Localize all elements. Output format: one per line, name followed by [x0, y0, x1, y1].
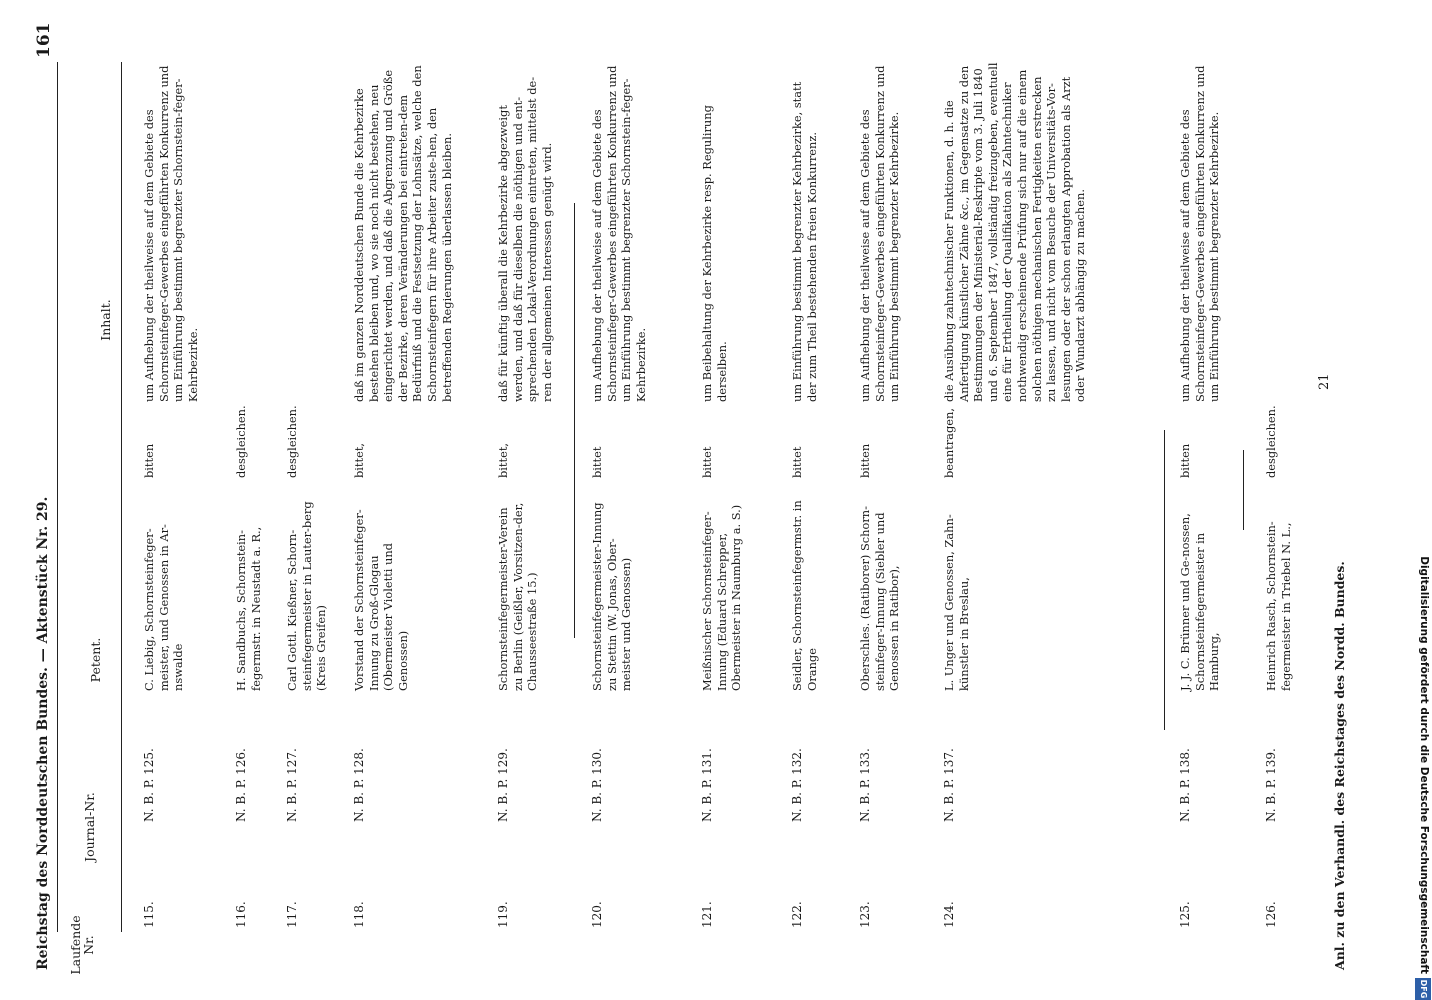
petent-cell: L. Unger und Genossen, Zahn-künstler in Breslau, — [942, 514, 971, 691]
journal-number: N. B. P. 133. — [858, 748, 872, 822]
inhalt-cell: daß für künftig überall die Kehrbezirke abgezweigt werden, und daß für dieselben die nöthigen und ent-sprechenden Lokal-Verordnungen eintreten, mittelst de-ren der allgemeinen Interessen genügt wird. — [496, 76, 554, 402]
column-header-journal: Journal-Nr. — [82, 792, 97, 862]
row-number: 115. — [142, 901, 156, 928]
inhalt-cell: die Ausübung zahntechnischer Funktionen, d. h. die Anfertigung künstlicher Zähne &c., im Gegensatze zu den Bestimmungen der Ministerial-Reskripte vom 3. Juli 1840 und 6. September 1847, vollständig freizugeben, eventuell eine für Ertheilung der Qualifikation als Zahntechniker nothwendig erscheinende Prüfung sich nur auf die einem solchen nöthigen mechanischen Fertigkeiten erstrecken zu lassen, und nicht vom Besuche der Universitäts-Vor-lesungen oder der schon erlangten Approbation als Arzt oder Wundarzt abhängig zu machen. — [942, 62, 1088, 402]
inhalt-cell: daß im ganzen Norddeutschen Bunde die Kehrbezirke bestehen bleiben und, wo sie noch nicht bestehen, neu eingerichtet werden, und daß die Abgrenzung und Größe der Bezirke, deren Veränderungen bei eintreten-dem Bedürfniß und die Festsetzung der Lohnsätze, welche den Schornsteinfegern für ihre Arbeiter zuste-hen, den betreffenden Regierungen überlassen bleiben. — [352, 65, 454, 402]
journal-number: N. B. P. 132. — [790, 748, 804, 822]
journal-number: N. B. P. 125. — [142, 748, 156, 822]
row-number: 119. — [496, 901, 510, 928]
row-number: 123. — [858, 901, 872, 928]
verb-cell: bitten — [1178, 443, 1192, 478]
row-number: 117. — [285, 901, 299, 928]
petent-cell: Vorstand der Schornsteinfeger-Innung zu Groß-Glogau (Obermeister Violetti und Genossen) — [352, 509, 410, 691]
row-divider — [1243, 450, 1244, 530]
journal-number: N. B. P. 127. — [285, 748, 299, 822]
page-number: 161 — [34, 22, 54, 58]
dfg-logo: DFG — [1415, 978, 1431, 1000]
petent-cell: C. Liebig, Schornsteinfeger-meister, und Genossen in Ar-nswalde — [142, 524, 186, 691]
petent-cell: Schornsteinfegermeister-Innung zu Stettin (W. Jonas, Ober-meister und Genossen) — [590, 502, 634, 691]
column-header-inhalt: Inhalt. — [98, 299, 113, 341]
row-number: 124. — [942, 901, 956, 928]
verb-cell: bittet — [790, 446, 804, 478]
row-number: 122. — [790, 901, 804, 928]
footer-reference: Anl. zu den Verhandl. des Reichstages des Nordd. Bundes. — [1332, 561, 1347, 970]
row-divider — [1164, 430, 1165, 730]
verb-cell: beantragen, — [942, 408, 956, 478]
verb-cell: bitten — [858, 443, 872, 478]
dfg-credit-text: Digitalisierung gefördert durch die Deutsche Forschungsgemeinschaft — [1418, 556, 1430, 974]
row-number: 126. — [1264, 901, 1278, 928]
petent-cell: Schornsteinfegermeister-Verein zu Berlin (Geißler, Vorsitzen-der, Chausseestraße 15.) — [496, 502, 540, 691]
inhalt-cell: um Aufhebung der theilweise auf dem Gebiete des Schornsteinfeger-Gewerbes eingeführten Konkurrenz und um Einführung bestimmt begrenzter Kehrbezirke. — [858, 65, 902, 402]
journal-number: N. B. P. 128. — [352, 748, 366, 822]
journal-number: N. B. P. 137. — [942, 748, 956, 822]
journal-number: N. B. P. 131. — [700, 748, 714, 822]
column-header-petent: Petent. — [88, 637, 103, 683]
row-divider — [574, 203, 575, 638]
digitization-sidebar — [1412, 0, 1432, 1000]
petent-cell: H. Sandbuchs, Schornstein-fegermstr. in Neustadt a. R., — [234, 526, 263, 691]
verb-cell: bittet — [590, 446, 604, 478]
row-number: 118. — [352, 901, 366, 928]
verb-cell: desgleichen. — [234, 405, 248, 478]
petent-cell: J. J. C. Brünner und Ge-nossen, Schornsteinfegermeister in Hamburg, — [1178, 513, 1222, 691]
page-header: Reichstag des Norddeutschen Bundes. — Aktenstück Nr. 29. — [35, 496, 51, 970]
inhalt-cell: um Beibehaltung der Kehrbezirke resp. Regulirung derselben. — [700, 105, 729, 402]
petent-cell: Seidler, Schornsteinfegermstr. in Orange — [790, 500, 819, 691]
verb-cell: bittet, — [496, 442, 510, 478]
inhalt-cell: um Einführung bestimmt begrenzter Kehrbezirke, statt der zum Theil bestehenden freien Konkurrenz. — [790, 81, 819, 402]
journal-number: N. B. P. 138. — [1178, 748, 1192, 822]
header-rule — [57, 62, 58, 932]
verb-cell: bitten — [142, 443, 156, 478]
footer-signature: 21 — [1317, 373, 1332, 390]
verb-cell: bittet — [700, 446, 714, 478]
petent-cell: Oberschles. (Ratiborer) Schorn-steinfeger-Innung (Siebler und Genossen in Ratibor), — [858, 506, 902, 691]
verb-cell: desgleichen. — [1264, 405, 1278, 478]
row-number: 121. — [700, 901, 714, 928]
row-number: 120. — [590, 901, 604, 928]
verb-cell: desgleichen. — [285, 405, 299, 478]
row-number: 125. — [1178, 901, 1192, 928]
column-header-laufende: Laufende Nr. — [68, 915, 96, 975]
inhalt-cell: um Aufhebung der theilweise auf dem Gebiete des Schornsteinfeger-Gewerbes eingeführten Konkurrenz und um Einführung bestimmt begrenzter Schornstein-feger-Kehrbezirke. — [142, 65, 200, 402]
inhalt-cell: um Aufhebung der theilweise auf dem Gebiete des Schornsteinfeger-Gewerbes eingeführten Konkurrenz und um Einführung bestimmt begrenzter Schornstein-feger-Kehrbezirke. — [590, 65, 648, 402]
inhalt-cell: um Aufhebung der theilweise auf dem Gebiete des Schornsteinfeger-Gewerbes eingeführten Konkurrenz und um Einführung bestimmt begrenzter Kehrbezirke. — [1178, 65, 1222, 402]
verb-cell: bittet, — [352, 442, 366, 478]
journal-number: N. B. P. 129. — [496, 748, 510, 822]
column-header-rule — [121, 62, 122, 932]
petent-cell: Heinrich Rasch, Schornstein-fegermeister in Triebel N. L., — [1264, 521, 1293, 691]
journal-number: N. B. P. 139. — [1264, 748, 1278, 822]
journal-number: N. B. P. 126. — [234, 748, 248, 822]
journal-number: N. B. P. 130. — [590, 748, 604, 822]
row-number: 116. — [234, 901, 248, 928]
petent-cell: Carl Gottl. Kießner, Schorn-steinfegermeister in Lauter-berg (Kreis Greifen) — [285, 501, 329, 691]
petent-cell: Meißnischer Schornsteinfeger-Innung (Eduard Schrepper, Obermeister in Naumburg a. S.) — [700, 504, 744, 691]
